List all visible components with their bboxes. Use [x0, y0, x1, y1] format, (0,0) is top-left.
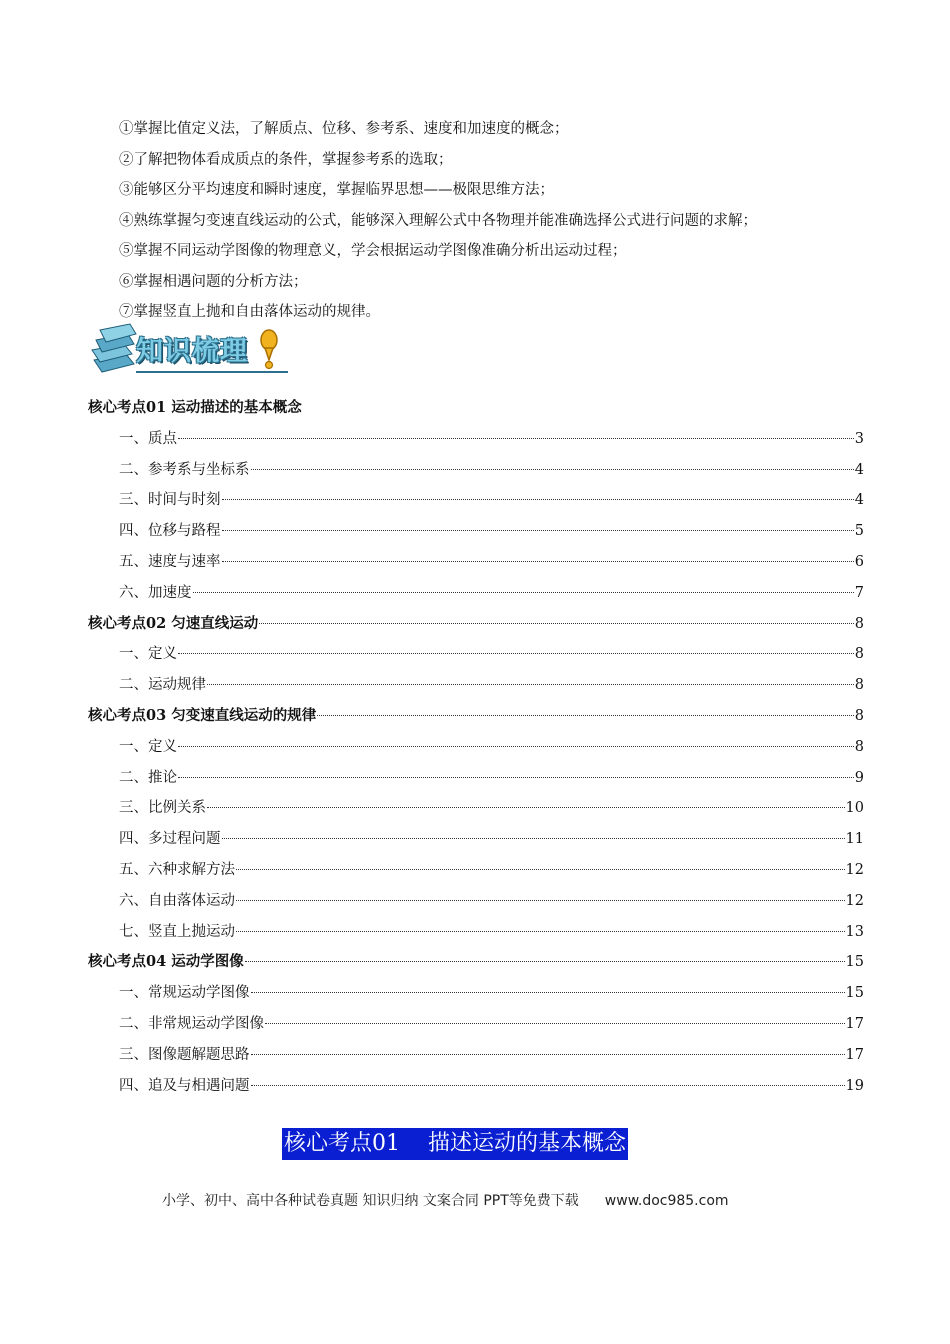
toc-label: 二、推论: [119, 769, 177, 786]
toc-page-number: 3: [854, 430, 864, 447]
knowledge-summary-banner: [88, 318, 298, 380]
toc-leader-dots: [251, 469, 854, 470]
toc-page-number: 12: [845, 892, 864, 909]
toc-leader-dots: [222, 499, 854, 500]
toc-label: 一、定义: [119, 646, 177, 663]
toc-item[interactable]: [119, 1014, 864, 1034]
toc-item[interactable]: [119, 675, 864, 695]
toc-leader-dots: [178, 653, 854, 654]
objective-5: ⑤掌握不同运动学图像的物理意义，学会根据运动学图像准确分析出运动过程；: [119, 243, 627, 259]
toc-label: 一、常规运动学图像: [119, 985, 250, 1002]
toc-label: 七、竖直上抛运动: [119, 923, 235, 940]
toc-label: 六、自由落体运动: [119, 892, 235, 909]
toc-page-number: 13: [845, 923, 864, 940]
toc-section[interactable]: [88, 952, 864, 972]
objective-3: ③能够区分平均速度和瞬时速度，掌握临界思想——极限思维方法；: [119, 182, 554, 198]
toc-item[interactable]: [119, 429, 864, 449]
toc-label: 二、参考系与坐标系: [119, 461, 250, 478]
objective-4: ④熟练掌握匀变速直线运动的公式，能够深入理解公式中各物理并能准确选择公式进行问题的求解；: [119, 212, 757, 229]
toc-item[interactable]: [119, 983, 864, 1003]
footer: [162, 1190, 729, 1210]
toc-section[interactable]: [88, 706, 864, 726]
pencil-badge-icon: [256, 328, 282, 370]
toc-leader-dots: [178, 746, 854, 747]
toc-page-number: 8: [854, 708, 864, 724]
toc-item[interactable]: [119, 737, 864, 757]
toc-section[interactable]: [88, 398, 864, 418]
section-heading: [282, 1128, 628, 1160]
toc-label: 三、图像题解题思路: [119, 1046, 250, 1063]
toc-item[interactable]: [119, 798, 864, 818]
toc-page-number: 17: [845, 1046, 864, 1063]
toc-section[interactable]: [88, 614, 864, 634]
toc-page-number: 12: [845, 862, 864, 878]
toc-page-number: 10: [845, 800, 864, 817]
toc-page-number: 7: [854, 584, 864, 601]
toc-leader-dots: [222, 530, 854, 531]
toc-page-number: 4: [854, 492, 864, 509]
toc-leader-dots: [251, 1085, 845, 1086]
banner-title: 知识梳理: [136, 336, 248, 367]
toc-page-number: 11: [845, 831, 864, 848]
toc-leader-dots: [265, 1023, 845, 1024]
toc-item[interactable]: [119, 1045, 864, 1065]
toc-leader-dots: [207, 807, 845, 808]
toc-item[interactable]: [119, 829, 864, 849]
toc-label: 核心考点03 匀变速直线运动的规律: [88, 707, 317, 724]
toc-leader-dots: [193, 592, 854, 593]
toc-leader-dots: [178, 777, 854, 778]
toc-label: 一、定义: [119, 738, 177, 755]
toc-item[interactable]: [119, 891, 864, 911]
toc-page-number: 4: [854, 461, 864, 478]
toc-page-number: 5: [854, 523, 864, 540]
toc-label: 一、质点: [119, 430, 177, 447]
toc-leader-dots: [317, 715, 854, 716]
toc-label: 四、多过程问题: [119, 831, 221, 848]
toc-leader-dots: [178, 438, 854, 439]
objective-6: ⑥掌握相遇问题的分析方法；: [119, 273, 308, 290]
toc-item[interactable]: [119, 460, 864, 480]
footer-url[interactable]: www.doc985.com: [604, 1193, 729, 1209]
heading-title: 描述运动的基本概念: [428, 1131, 627, 1156]
toc-page-number: 8: [854, 615, 864, 632]
toc-item[interactable]: [119, 521, 864, 541]
toc-leader-dots: [207, 684, 854, 685]
toc-page-number: 8: [854, 677, 864, 694]
toc-label: 二、非常规运动学图像: [119, 1016, 264, 1032]
footer-text: 小学、初中、高中各种试卷真题 知识归纳 文案合同 PPT等免费下载: [162, 1193, 579, 1209]
toc-label: 二、运动规律: [119, 677, 206, 694]
toc-leader-dots: [236, 900, 845, 901]
toc-item[interactable]: [119, 583, 864, 603]
toc-leader-dots: [245, 961, 845, 962]
toc-page-number: 15: [845, 954, 864, 971]
toc-label: 六、加速度: [119, 584, 192, 601]
toc-page-number: 8: [854, 646, 864, 663]
toc-page-number: 17: [845, 1016, 864, 1032]
toc-label: 五、六种求解方法: [119, 862, 235, 878]
learning-objectives: [119, 114, 879, 328]
toc-leader-dots: [236, 869, 845, 870]
toc-item[interactable]: [119, 644, 864, 664]
toc-label: 核心考点02 匀速直线运动: [88, 614, 259, 632]
heading-number: 核心考点01: [284, 1131, 400, 1156]
toc-leader-dots: [259, 623, 854, 624]
toc-label: 三、时间与时刻: [119, 492, 221, 509]
toc-page-number: 8: [854, 738, 864, 755]
toc-item[interactable]: [119, 768, 864, 788]
toc-page-number: 15: [845, 985, 864, 1002]
toc-leader-dots: [222, 838, 845, 839]
toc-item[interactable]: [119, 922, 864, 942]
objective-2: ②了解把物体看成质点的条件，掌握参考系的选取；: [119, 151, 453, 168]
toc-page-number: 9: [854, 769, 864, 786]
toc-label: 核心考点04 运动学图像: [88, 953, 244, 971]
toc-label: 五、速度与速率: [119, 554, 221, 570]
toc-item[interactable]: [119, 1076, 864, 1096]
toc-leader-dots: [251, 1054, 845, 1055]
toc-leader-dots: [251, 992, 845, 993]
toc-item[interactable]: [119, 860, 864, 880]
toc-label: 四、追及与相遇问题: [119, 1077, 250, 1094]
toc-page-number: 19: [845, 1077, 864, 1094]
toc-leader-dots: [236, 931, 845, 932]
toc-item[interactable]: [119, 490, 864, 510]
toc-label: 三、比例关系: [119, 800, 206, 817]
toc-label: 四、位移与路程: [119, 523, 221, 540]
toc-page-number: 6: [854, 554, 864, 570]
toc-leader-dots: [222, 561, 854, 562]
objective-1: ①掌握比值定义法，了解质点、位移、参考系、速度和加速度的概念；: [119, 121, 569, 137]
objective-7: ⑦掌握竖直上抛和自由落体运动的规律。: [119, 304, 380, 320]
toc-label: 核心考点01 运动描述的基本概念: [88, 399, 302, 416]
toc-item[interactable]: [119, 552, 864, 572]
